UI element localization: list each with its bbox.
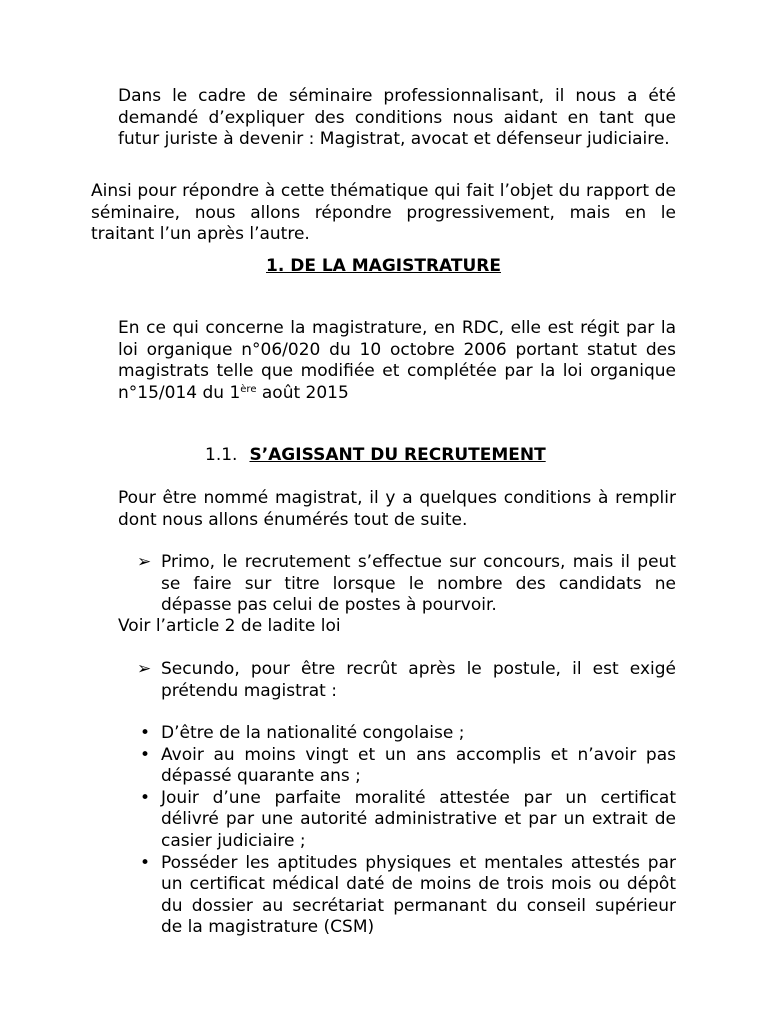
section-1-text: En ce qui concerne la magistrature, en RDC, elle est régit par la loi organique n°06/020 du 10 octobre 2006 portant statut des magistrats telle que modifiée et complétée par la loi organique n°15/014 du 1 [118,318,676,403]
arrow-bullet-icon: ➢ [137,659,152,679]
list-item [137,853,676,939]
bullet-dot-icon: • [140,744,151,765]
secundo-item [137,659,676,702]
section-1-1-heading [205,445,546,467]
intro-paragraph-2: Ainsi pour répondre à cette thématique qui fait l’objet du rapport de séminaire, nous allons répondre progressivement, mais en le traitant l’un après l’autre. [91,181,676,245]
secundo-text: Secundo, pour être recrût après le postule, il est exigé prétendu magistrat : [161,659,676,701]
section-1-1-number: 1.1. [205,445,238,465]
section-1-1-title: S’AGISSANT DU RECRUTEMENT [249,445,546,465]
list-item-text: D’être de la nationalité congolaise ; [161,723,465,743]
conditions-list [137,723,676,939]
article-reference: Voir l’article 2 de ladite loi [118,616,341,636]
primo-text: Primo, le recrutement s’effectue sur concours, mais il peut se faire sur titre lorsque le nombre des candidats ne dépasse pas celui de postes à pourvoir. [161,552,676,616]
arrow-bullet-icon: ➢ [137,552,152,572]
section-1-paragraph [118,318,676,404]
list-item [137,745,676,788]
list-item-text: Posséder les aptitudes physiques et mentales attestés par un certificat médical daté de moins de trois mois ou dépôt du dossier au secrétariat permanant du conseil supérieur de la magistrature (CSM) [161,852,676,938]
list-item [137,723,676,745]
recruitment-intro: Pour être nommé magistrat, il y a quelques conditions à remplir dont nous allons énumérés tout de suite. [118,488,676,530]
bullet-dot-icon: • [140,852,151,873]
section-1-date-end: août 2015 [256,382,349,403]
list-item-text: Jouir d’une parfaite moralité attestée par un certificat délivré par une autorité administrative et par un extrait de casier judiciaire ; [161,787,676,851]
section-1-title: 1. DE LA MAGISTRATURE [266,256,501,276]
primo-item [137,552,676,617]
list-item-text: Avoir au moins vingt et un ans accomplis et n’avoir pas dépassé quarante ans ; [161,744,676,787]
bullet-dot-icon: • [140,787,151,808]
superscript-ere: ère [240,383,257,395]
list-item [137,788,676,853]
intro-paragraph-1: Dans le cadre de séminaire professionnalisant, il nous a été demandé d’expliquer des conditions nous aidant en tant que futur juriste à devenir : Magistrat, avocat et défenseur judiciaire. [118,86,676,150]
bullet-dot-icon: • [140,723,151,743]
